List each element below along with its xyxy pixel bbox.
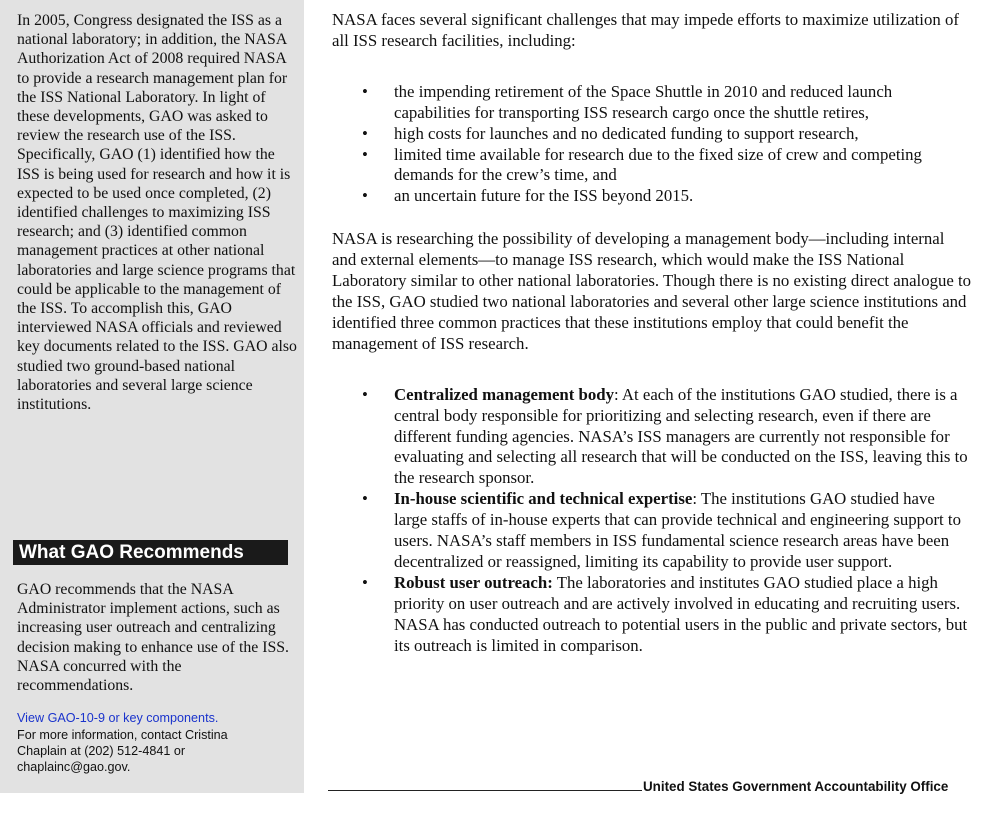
practice-text: : The institutions GAO studied have large staffs of in-house experts that can provide technical and engineering support to users. NASA’s staff members in ISS fundamental science research areas have been decentralized or reassigned, limiting its capability to provide user support. [394,489,961,571]
practices-list [332,385,972,657]
list-item [332,573,972,657]
recommends-text: GAO recommends that the NASA Administrator implement actions, such as increasing user outreach and centralizing decision making to enhance use of the ISS. NASA concurred with the recommendations. [17,581,289,695]
practice-title: Robust user outreach: [394,572,553,592]
footer-rule [328,790,642,791]
sidebar-summary: In 2005, Congress designated the ISS as a national laboratory; in addition, the NASA Authorization Act of 2008 required NASA to provide a research management plan for the ISS National Laboratory. In light of these developments, GAO was asked to review the research use of the ISS. Specifically, GAO (1) identified how the ISS is being used for research and how it is expected to be used once completed, (2) identified challenges to maximizing ISS research; and (3) identified common management practices at other national laboratories and large science programs that could be applicable to the management of the ISS. To accomplish this, GAO interviewed NASA officials and reviewed key documents related to the ISS. GAO also studied two ground-based national laboratories and several large science institutions. [17,12,297,414]
report-link[interactable]: View GAO-10-9 or key components. [17,711,219,725]
practice-text: The laboratories and institutes GAO studied place a high priority on user outreach and are actively involved in educating and recruiting users. NASA has conducted outreach to potential users in the public and private sectors, but its outreach is limited in comparison. [394,572,968,655]
list-item: • limited time available for research due to the fixed size of crew and competing demands for the crew’s time, and [332,145,972,187]
management-paragraph: NASA is researching the possibility of developing a management body—including internal and external elements—to manage ISS research, which would make the ISS National Laboratory similar to other national laboratories. Though there is no existing direct analogue to the ISS, GAO studied two national laboratories and several other large science institutions and identified three common practices that these institutions employ that could benefit the management of ISS research. [332,229,972,353]
contact-email[interactable]: chaplainc@gao.gov. [17,759,131,774]
recommends-heading: What GAO Recommends [13,540,288,565]
list-item [332,489,972,573]
practice-title: Centralized management body [394,384,614,404]
list-item: • the impending retirement of the Space Shuttle in 2010 and reduced launch capabilities for transporting ISS research cargo once the shuttle retires, [332,82,972,124]
contact-line: For more information, contact Cristina [17,728,228,742]
main-content [332,10,972,656]
list-item [332,385,972,490]
footer-org-name: United States Government Accountability Office [643,779,949,794]
list-item: • an uncertain future for the ISS beyond 2015. [332,186,972,207]
practice-title: In-house scientific and technical expertise [394,489,693,509]
contact-info [17,728,277,775]
list-item: • high costs for launches and no dedicated funding to support research, [332,124,972,145]
challenges-list [332,82,972,207]
intro-paragraph: NASA faces several significant challenges that may impede efforts to maximize utilization of all ISS research facilities, including: [332,10,959,50]
sidebar-panel [0,0,304,793]
contact-line: Chaplain at (202) 512-4841 or [17,743,186,758]
practice-text: : At each of the institutions GAO studied, there is a central body responsible for prioritizing and selecting research, even if there are different funding agencies. NASA’s ISS managers are currently not responsible for evaluating and selecting all research that will be conducted on the ISS, leaving this to the research sponsor. [394,384,968,488]
